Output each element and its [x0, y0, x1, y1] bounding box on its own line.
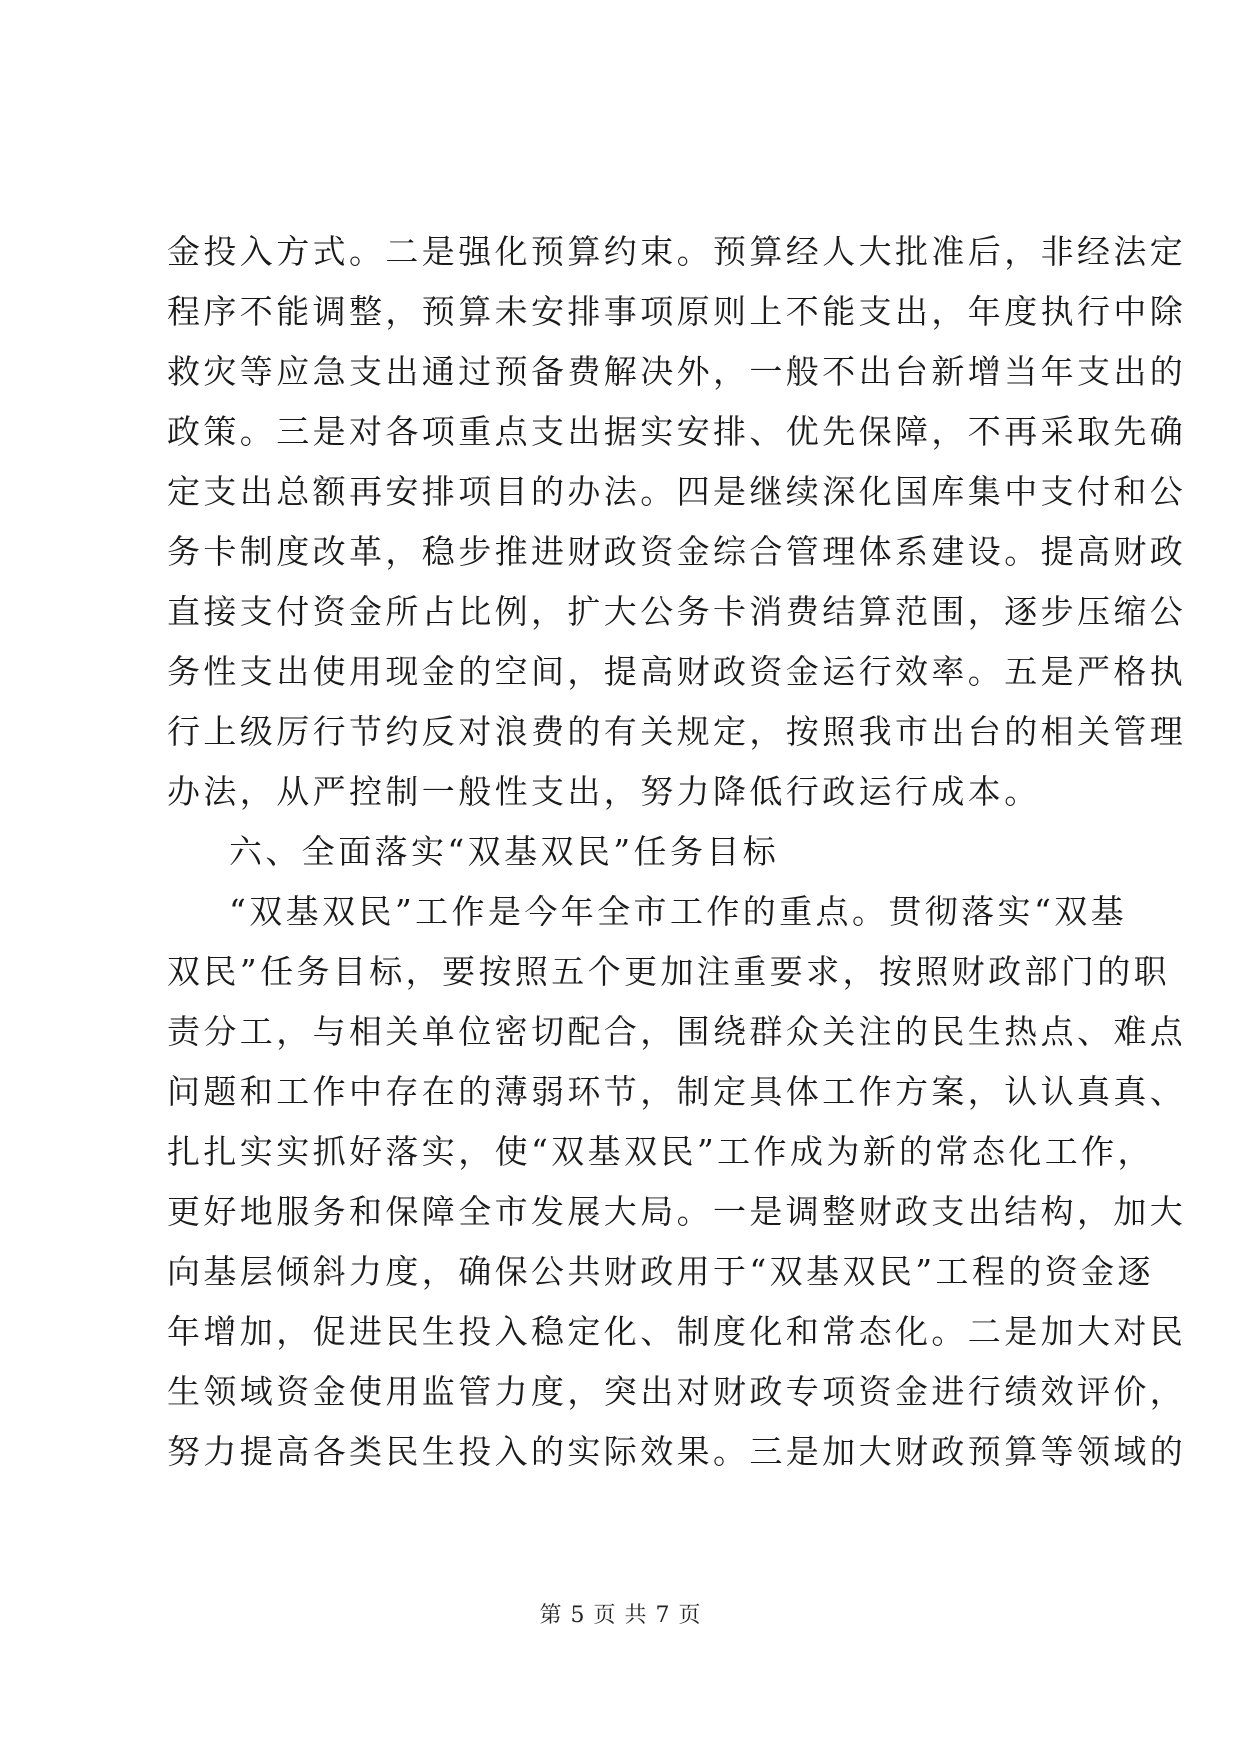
document-body — [167, 222, 1187, 1482]
section-heading: 六、全面落实“双基双民”任务目标 — [229, 832, 780, 871]
text-line: 直接支付资金所占比例，扩大公务卡消费结算范围，逐步压缩公 — [167, 592, 1187, 631]
text-line: 生领域资金使用监管力度，突出对财政专项资金进行绩效评价， — [167, 1372, 1187, 1411]
text-line: 救灾等应急支出通过预备费解决外，一般不出台新增当年支出的 — [167, 352, 1187, 391]
page-number: 第 5 页 共 7 页 — [539, 1603, 702, 1628]
text-line: 更好地服务和保障全市发展大局。一是调整财政支出结构，加大 — [167, 1192, 1187, 1231]
text-line: 务性支出使用现金的空间，提高财政资金运行效率。五是严格执 — [167, 652, 1187, 691]
text-line: 向基层倾斜力度，确保公共财政用于“双基双民”工程的资金逐 — [167, 1252, 1154, 1291]
text-line: 程序不能调整，预算未安排事项原则上不能支出，年度执行中除 — [167, 292, 1187, 331]
text-line: “双基双民”工作是今年全市工作的重点。贯彻落实“双基 — [229, 892, 1128, 931]
text-line: 行上级厉行节约反对浪费的有关规定，按照我市出台的相关管理 — [167, 712, 1187, 751]
text-line: 责分工，与相关单位密切配合，围绕群众关注的民生热点、难点 — [167, 1012, 1187, 1051]
text-line: 问题和工作中存在的薄弱环节，制定具体工作方案，认认真真、 — [167, 1072, 1187, 1111]
text-line: 年增加，促进民生投入稳定化、制度化和常态化。二是加大对民 — [167, 1312, 1187, 1351]
text-line: 务卡制度改革，稳步推进财政资金综合管理体系建设。提高财政 — [167, 532, 1187, 571]
text-line: 办法，从严控制一般性支出，努力降低行政运行成本。 — [167, 772, 1041, 811]
text-line: 金投入方式。二是强化预算约束。预算经人大批准后，非经法定 — [167, 232, 1187, 271]
text-line: 扎扎实实抓好落实，使“双基双民”工作成为新的常态化工作， — [167, 1132, 1154, 1171]
text-line: 定支出总额再安排项目的办法。四是继续深化国库集中支付和公 — [167, 472, 1187, 511]
text-line: 政策。三是对各项重点支出据实安排、优先保障，不再采取先确 — [167, 412, 1187, 451]
text-line: 双民”任务目标，要按照五个更加注重要求，按照财政部门的职 — [167, 952, 1171, 991]
page-footer — [0, 1598, 1241, 1629]
text-line: 努力提高各类民生投入的实际效果。三是加大财政预算等领域的 — [167, 1432, 1187, 1471]
